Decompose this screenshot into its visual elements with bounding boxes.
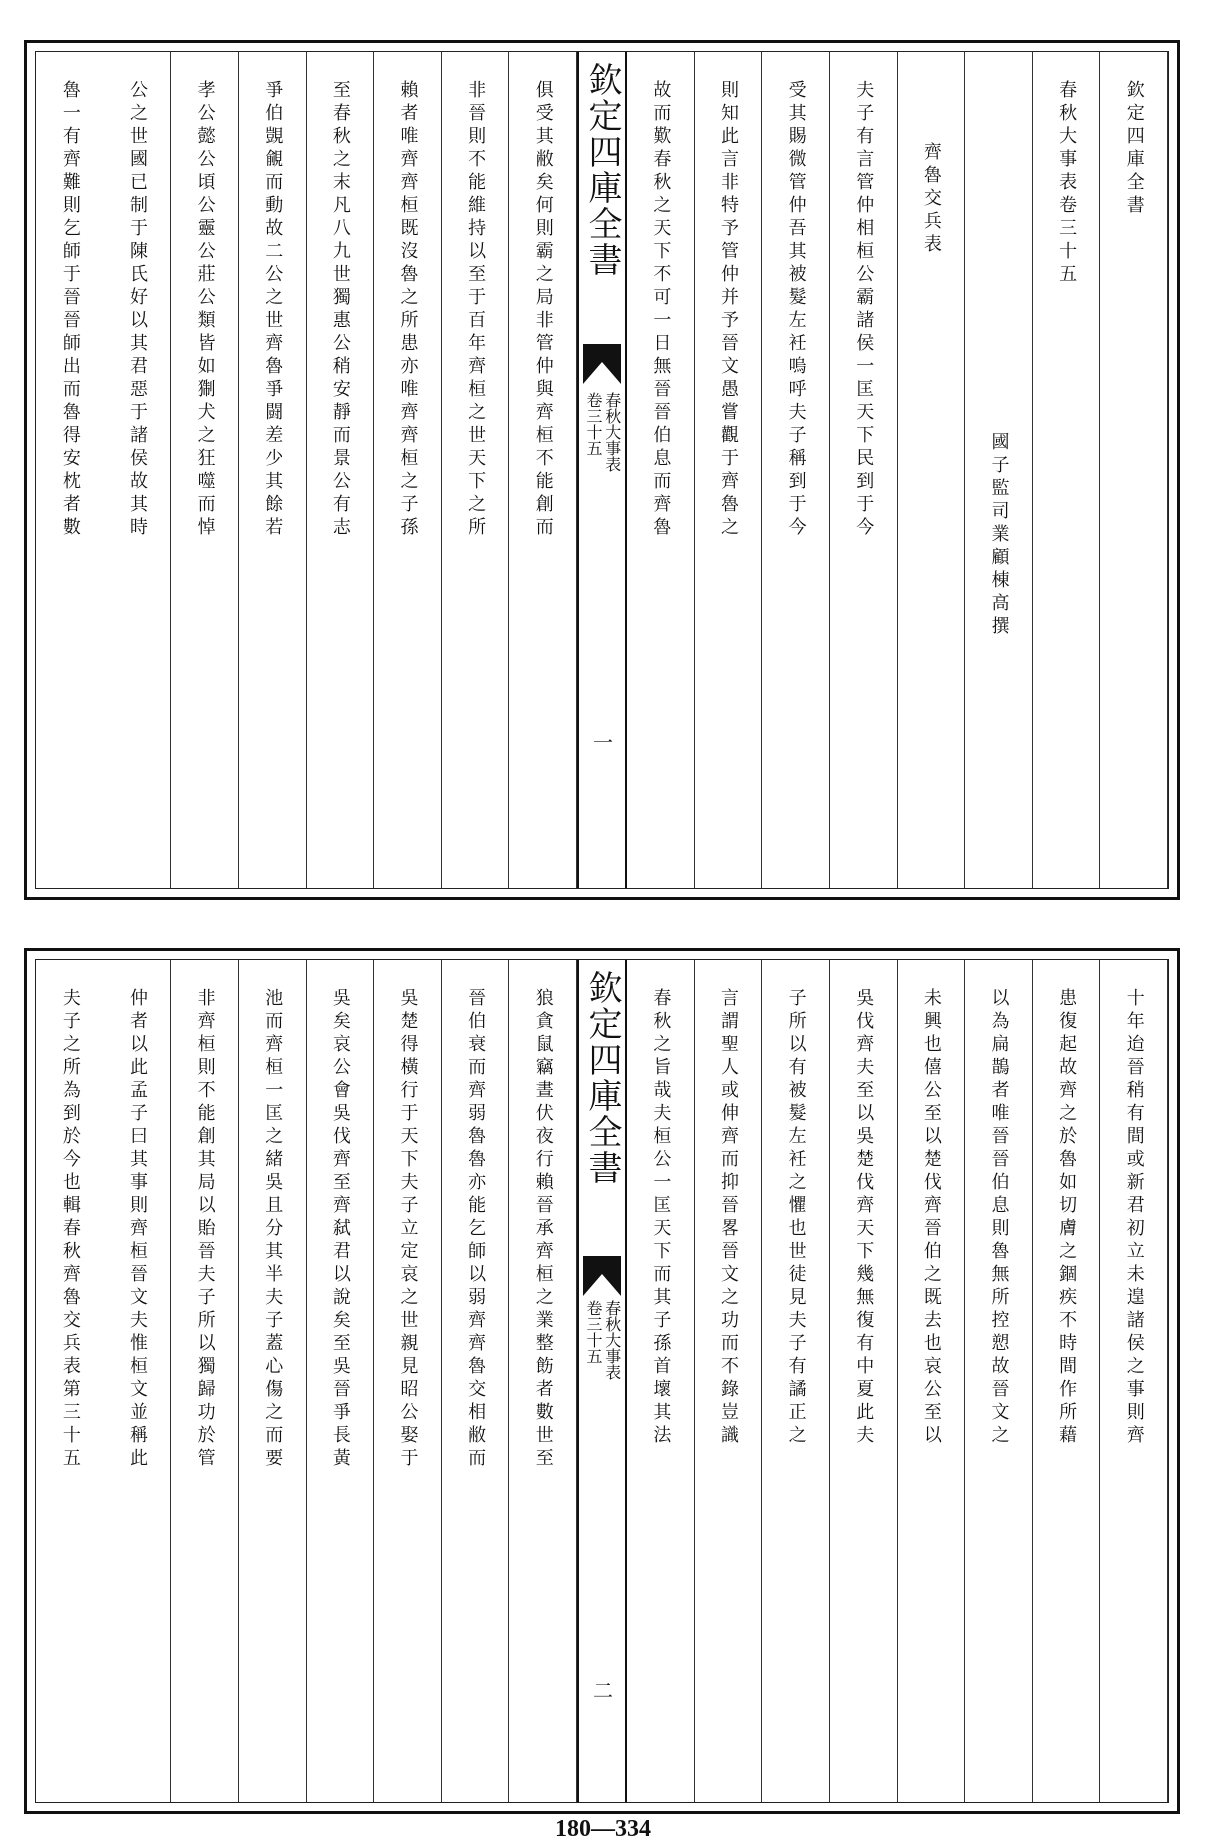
- text-column: [627, 960, 695, 1802]
- text-column: [965, 960, 1033, 1802]
- text-line: 仲者以此孟子曰其事則齊桓晉文夫惟桓文並稱此: [126, 988, 148, 1471]
- text-line: 患復起故齊之於魯如切膚之錮疾不時間作所藉: [1056, 988, 1078, 1448]
- text-line: 則知此言非特予管仲并予晉文愚嘗觀于齊魯之: [717, 80, 739, 540]
- page-top-frame: [35, 51, 1169, 889]
- text-line: 子所以有被髮左衽之懼也世徒見夫子有譎正之: [785, 988, 807, 1448]
- fold-subtitle-line: 春秋大事表: [602, 392, 622, 472]
- text-line: 非晉則不能維持以至于百年齊桓之世天下之所: [465, 80, 487, 540]
- text-line: 狼貪鼠竊晝伏夜行賴晉承齊桓之業整飭者數世至: [532, 988, 554, 1471]
- chapter-title: 春秋大事表卷三十五: [1056, 80, 1078, 287]
- fold-subtitle: [584, 392, 620, 472]
- text-column: [239, 52, 307, 888]
- text-column: [36, 52, 104, 888]
- text-line: 吳矣哀公會吳伐齊至齊弑君以說矣至吳晉爭長黃: [329, 988, 351, 1471]
- text-column: [898, 960, 966, 1802]
- col-section-title: [898, 52, 966, 888]
- text-column: [627, 52, 695, 888]
- page-bottom-frame: [35, 959, 1169, 1803]
- fold-subtitle-line: 卷三十五: [584, 1300, 603, 1364]
- fold-column: [577, 52, 627, 888]
- text-line: 春秋之旨哉夫桓公一匡天下而其子孫首壞其法: [650, 988, 672, 1448]
- text-line: 晉伯衰而齊弱魯魯亦能乞師以弱齊齊魯交相敝而: [465, 988, 487, 1471]
- text-line: 夫子之所為到於今也輯春秋齊魯交兵表第三十五: [59, 988, 81, 1471]
- text-column: [509, 52, 577, 888]
- author-line: 國子監司業顧棟高撰: [988, 432, 1010, 639]
- text-line: 以為扁鵲者唯晉晉伯息則魯無所控愬故晉文之: [988, 988, 1010, 1448]
- text-line: 吳楚得橫行于天下夫子立定哀之世親見昭公娶于: [397, 988, 419, 1471]
- text-column: [374, 52, 442, 888]
- text-column: [830, 52, 898, 888]
- page-bottom: [24, 948, 1180, 1814]
- section-title: 齊魯交兵表: [920, 142, 942, 257]
- text-column: [36, 960, 104, 1802]
- col-book-title: [1100, 52, 1168, 888]
- text-column: [695, 52, 763, 888]
- text-column: [442, 52, 510, 888]
- fold-subtitle-line: 春秋大事表: [602, 1300, 622, 1380]
- text-column: [374, 960, 442, 1802]
- text-line: 魯一有齊難則乞師于晉晉師出而魯得安枕者數: [59, 80, 81, 540]
- fold-column: [577, 960, 627, 1802]
- text-column: [762, 960, 830, 1802]
- text-column: [104, 960, 172, 1802]
- col-author: [965, 52, 1033, 888]
- text-column: [509, 960, 577, 1802]
- text-column: [307, 52, 375, 888]
- text-column: [171, 960, 239, 1802]
- text-column: [442, 960, 510, 1802]
- page-number: 180—334: [555, 1816, 651, 1842]
- fishtail-mark-icon: [583, 344, 621, 384]
- text-line: 非齊桓則不能創其局以貽晉夫子所以獨歸功於管: [194, 988, 216, 1471]
- page-top: [24, 40, 1180, 900]
- text-column: [1100, 960, 1168, 1802]
- fold-subtitle-line: 卷三十五: [584, 392, 603, 456]
- text-column: [830, 960, 898, 1802]
- text-line: 公之世國已制于陳氏好以其君惡于諸侯故其時: [126, 80, 148, 540]
- text-column: [171, 52, 239, 888]
- text-line: 賴者唯齊齊桓既沒魯之所患亦唯齊齊桓之子孫: [397, 80, 419, 540]
- text-column: [762, 52, 830, 888]
- text-line: 至春秋之末凡八九世獨惠公稍安靜而景公有志: [329, 80, 351, 540]
- text-line: 池而齊桓一匡之緒吳且分其半夫子蓋心傷之而要: [262, 988, 284, 1471]
- text-line: 故而歎春秋之天下不可一日無晉晉伯息而齊魯: [650, 80, 672, 540]
- folio-number: 二: [589, 1680, 614, 1700]
- text-line: 受其賜微管仲吾其被髮左衽嗚呼夫子稱到于今: [785, 80, 807, 540]
- fishtail-mark-icon: [583, 1256, 621, 1296]
- text-line: 孝公懿公頃公靈公莊公類皆如猘犬之狂噬而悼: [194, 80, 216, 540]
- fold-subtitle: [584, 1300, 620, 1380]
- text-line: 爭伯覬覦而動故二公之世齊魯爭闘差少其餘若: [262, 80, 284, 540]
- text-column: [695, 960, 763, 1802]
- book-title: 欽定四庫全書: [1123, 80, 1145, 218]
- fold-title: 欽定四庫全書: [582, 970, 622, 1186]
- text-line: 吳伐齊夫至以吳楚伐齊天下幾無復有中夏此夫: [853, 988, 875, 1448]
- text-line: 十年迨晉稍有間或新君初立未遑諸侯之事則齊: [1123, 988, 1145, 1448]
- col-chapter-title: [1033, 52, 1101, 888]
- fold-title: 欽定四庫全書: [582, 62, 622, 278]
- text-column: [1033, 960, 1101, 1802]
- text-line: 夫子有言管仲相桓公霸諸侯一匡天下民到于今: [853, 80, 875, 540]
- text-column: [104, 52, 172, 888]
- text-line: 言謂聖人或伸齊而抑晉畧晉文之功而不錄豈識: [717, 988, 739, 1448]
- text-line: 未興也僖公至以楚伐齊晉伯之既去也哀公至以: [920, 988, 942, 1448]
- text-line: 俱受其敝矣何則霸之局非管仲與齊桓不能創而: [532, 80, 554, 540]
- text-column: [239, 960, 307, 1802]
- text-column: [307, 960, 375, 1802]
- folio-number: 一: [589, 732, 614, 752]
